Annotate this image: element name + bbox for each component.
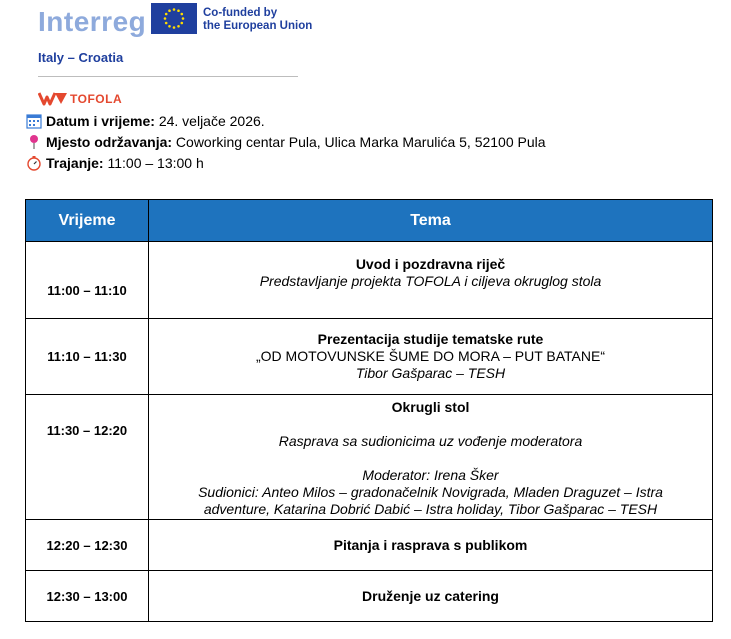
- location-label: Mjesto održavanja:: [46, 134, 173, 150]
- date-value: 24. veljače 2026.: [154, 113, 265, 129]
- duration-label: Trajanje:: [46, 155, 104, 171]
- table-header-row: [26, 200, 713, 242]
- eu-line-1: Co-funded by: [203, 7, 278, 19]
- duration-line: [26, 154, 204, 172]
- header-divider: [38, 76, 298, 77]
- topic-title: Prezentacija studije tematske rute: [317, 331, 544, 347]
- header: [0, 0, 731, 110]
- eu-line-2: the European Union: [203, 20, 313, 32]
- date-label: Datum i vrijeme:: [46, 113, 155, 129]
- topic-line: Predstavljanje projekta TOFOLA i ciljeva okruglog stola: [259, 273, 602, 289]
- table-row: [26, 242, 713, 319]
- column-header-topic: Tema: [149, 200, 713, 242]
- topic-title: Uvod i pozdravna riječ: [355, 256, 506, 272]
- duration-value: 11:00 – 13:00 h: [103, 155, 204, 171]
- eu-flag-icon: [151, 3, 197, 34]
- topic-line: „OD MOTOVUNSKE ŠUME DO MORA – PUT BATANE“: [255, 348, 605, 364]
- topic-line: Tibor Gašparac – TESH: [355, 365, 506, 381]
- column-header-time: Vrijeme: [26, 200, 149, 242]
- topic-title: Okrugli stol: [391, 399, 470, 415]
- location-pin-icon: [26, 134, 42, 150]
- eu-cofunded-text: [203, 7, 312, 33]
- row-topic: [149, 395, 713, 520]
- row-topic: [149, 242, 713, 319]
- interreg-logo: Interreg: [38, 6, 147, 37]
- row-time: 11:30 – 12:20: [26, 395, 149, 520]
- stopwatch-icon: [26, 155, 42, 171]
- project-name: TOFOLA: [70, 92, 123, 106]
- row-topic: [149, 571, 713, 622]
- table-row: [26, 520, 713, 571]
- row-topic: [149, 520, 713, 571]
- row-time: 12:20 – 12:30: [26, 520, 149, 571]
- topic-line: Moderator: Irena Šker: [362, 467, 499, 483]
- topic-title: Druženje uz catering: [362, 587, 499, 604]
- table-row: [26, 395, 713, 520]
- topic-line: adventure, Katarina Dobrić Dabić – Istra holiday, Tibor Gašparac – TESH: [203, 501, 658, 517]
- row-time: 11:10 – 11:30: [26, 319, 149, 395]
- topic-line: Rasprava sa sudionicima uz vođenje moderatora: [278, 433, 583, 449]
- table-row: [26, 319, 713, 395]
- topic-title: Pitanja i rasprava s publikom: [333, 536, 528, 553]
- row-topic: [149, 319, 713, 395]
- location-value: Coworking centar Pula, Ulica Marka Marulića 5, 52100 Pula: [172, 134, 546, 150]
- row-time: 11:00 – 11:10: [26, 242, 149, 319]
- table-row: [26, 571, 713, 622]
- calendar-icon: [26, 113, 42, 129]
- location-line: [26, 133, 546, 151]
- date-line: [26, 112, 265, 130]
- row-time: 12:30 – 13:00: [26, 571, 149, 622]
- tofola-logo-icon: [38, 90, 68, 106]
- agenda-table: [25, 199, 713, 622]
- topic-line: Sudionici: Anteo Milos – gradonačelnik Novigrada, Mladen Draguzet – Istra: [198, 484, 663, 500]
- program-name: Italy – Croatia: [38, 50, 124, 65]
